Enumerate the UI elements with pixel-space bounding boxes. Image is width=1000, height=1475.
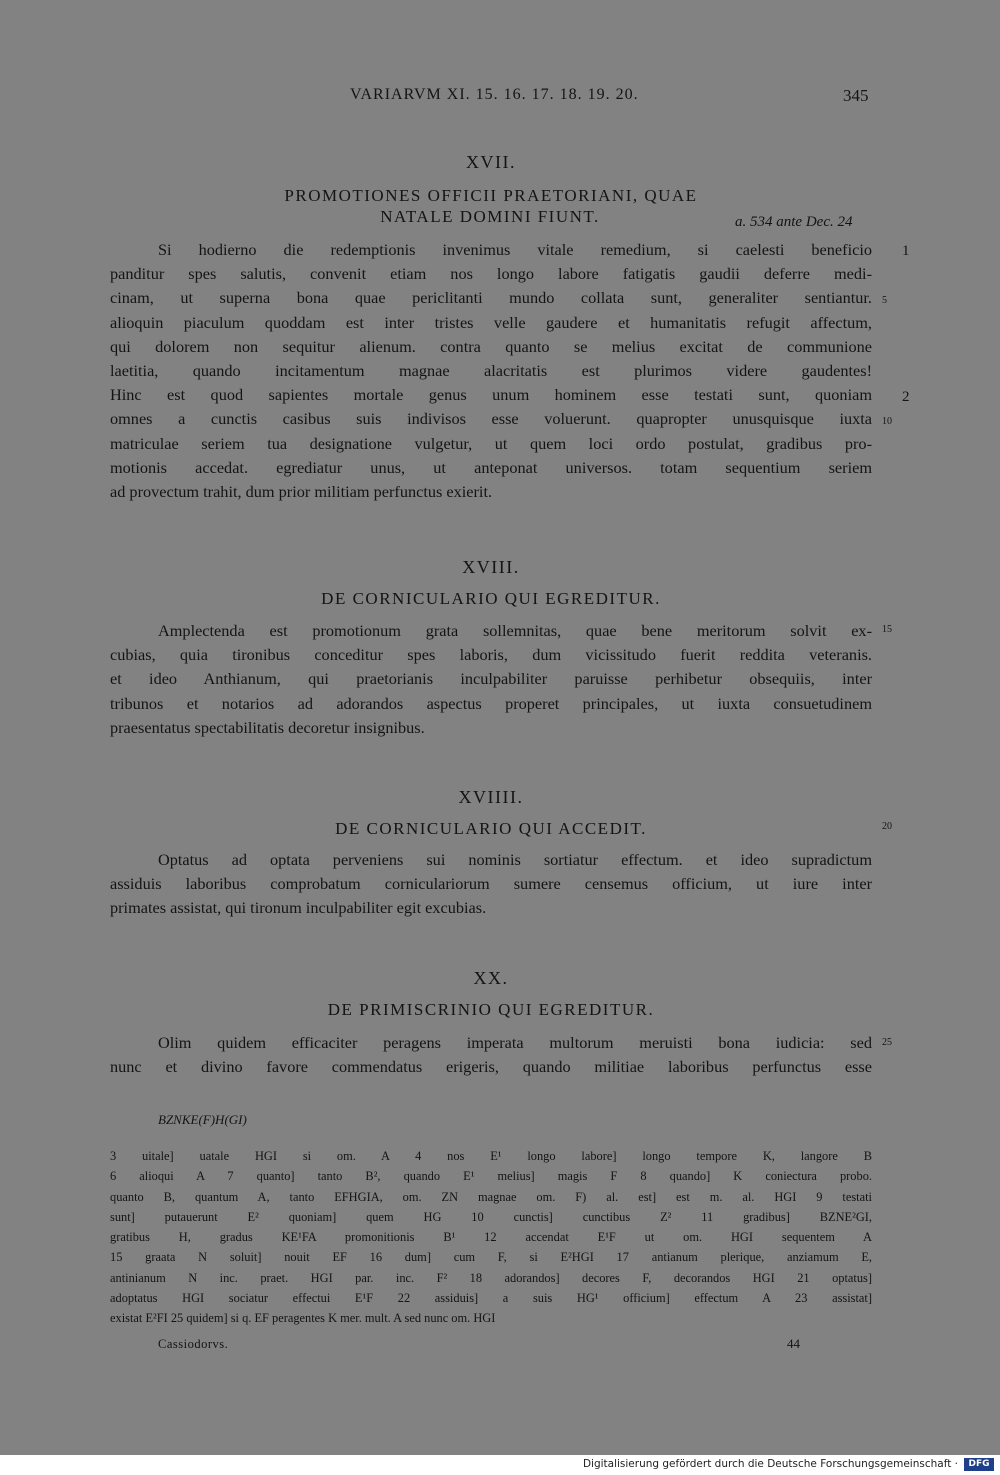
letter-body-xx (110, 1031, 872, 1079)
apparatus-sigla: BZNKE(F)H(GI) (158, 1112, 247, 1127)
section-number-1: 1 (902, 243, 910, 259)
dfg-logo-icon: DFG (964, 1458, 994, 1471)
letter-title-xviii: DE CORNICULARIO QUI EGREDITUR. (321, 589, 661, 608)
text-line: cubias, quia tironibus conceditur spes laboris, dum vicissitudo fuerit reddita veteranis. (110, 645, 872, 665)
page-number: 345 (843, 86, 869, 105)
running-head: VARIARVM XI. 15. 16. 17. 18. 19. 20. (350, 86, 639, 103)
letter-title-xvii-line2: NATALE DOMINI FIUNT. (380, 207, 600, 226)
text-line: Hinc est quod sapientes mortale genus unum hominem esse testati sunt, quoniam (110, 385, 872, 405)
text-line: Optatus ad optata perveniens sui nominis sortiatur effectum. et ideo supradictum (158, 850, 872, 869)
apparatus-line: antinianum N inc. praet. HGI par. inc. F² 18 adorandos] decores F, decorandos HGI 21 optatus] (110, 1270, 872, 1285)
text-line: qui dolorem non sequitur alienum. contra quanto se melius excitat de communione (110, 336, 872, 356)
text-line: omnes a cunctis casibus suis indivisos esse voluerunt. quapropter unusquisque iuxta (110, 409, 872, 429)
text-line: et ideo Anthianum, qui praetorianis inculpabiliter paruisse perhibetur obsequiis, inter (110, 669, 872, 689)
apparatus-line: 6 alioqui A 7 quanto] tanto B², quando E¹ melius] magis F 8 quando] K coniectura probo. (110, 1169, 872, 1184)
line-number-20: 20 (882, 821, 892, 832)
line-number-15: 15 (882, 624, 892, 635)
letter-body-xvii (110, 238, 872, 504)
line-number-25: 25 (882, 1037, 892, 1048)
text-line: nunc et divino favore commendatus erigeris, quando militiae laboribus perfunctus esse (110, 1057, 872, 1077)
critical-apparatus (110, 1146, 872, 1329)
signature-mark: Cassiodorvs. (158, 1337, 229, 1351)
text-line: Si hodierno die redemptionis invenimus vitale remedium, si caelesti beneficio (158, 240, 872, 259)
letter-number-xx: XX. (473, 968, 509, 988)
letter-title-xvii-line1: PROMOTIONES OFFICII PRAETORIANI, QUAE (284, 186, 698, 205)
text-line: Olim quidem efficaciter peragens imperata multorum meruisti bona iudicia: sed (158, 1033, 872, 1052)
text-line: cinam, ut superna bona quae periclitanti mundo collata sunt, generaliter sentiantur. (110, 288, 872, 308)
funding-notice-bar (0, 1455, 1000, 1475)
text-line: praesentatus spectabilitatis decoretur insignibus. (110, 717, 425, 737)
text-line: motionis accedat. egrediatur unus, ut anteponat universos. totam sequentium seriem (110, 457, 872, 477)
apparatus-line: 3 uitale] uatale HGI si om. A 4 nos E¹ longo labore] longo tempore K, langore B (110, 1149, 872, 1163)
apparatus-line: gratibus H, gradus KE¹FA promonitionis B¹ 12 accendat E¹F ut om. HGI sequentem A (110, 1230, 872, 1245)
funding-notice: Digitalisierung gefördert durch die Deutsche Forschungsgemeinschaft · (582, 1458, 958, 1470)
letter-date: a. 534 ante Dec. 24 (735, 214, 853, 230)
text-line: panditur spes salutis, convenit etiam nos longo labore fatigatis gaudii deferre medi- (110, 264, 872, 284)
text-line: matriculae seriem tua designatione vulgetur, ut quem loci ordo postulat, gradibus pro- (110, 433, 872, 453)
section-number-2: 2 (902, 389, 910, 405)
text-line: tribunos et notarios ad adorandos aspectus properet principales, ut iuxta consuetudinem (110, 693, 872, 713)
text-line: ad provectum trahit, dum prior militiam perfunctus exierit. (110, 482, 493, 502)
text-line: laetitia, quando incitamentum magnae alacritatis est plurimos videre gaudentes! (110, 361, 872, 381)
apparatus-line: 15 graata N soluit] nouit EF 16 dum] cum F, si E²HGI 17 antianum plerique, anziamum E, (110, 1250, 872, 1265)
letter-body-xviiii (110, 848, 872, 921)
apparatus-line: adoptatus HGI sociatur effectui E¹F 22 assiduis] a suis HG¹ officium] effectum A 23 assistat] (110, 1291, 872, 1306)
line-number-5: 5 (882, 295, 887, 306)
text-line: Amplectenda est promotionum grata sollemnitas, quae bene meritorum solvit ex- (158, 621, 872, 640)
apparatus-line: sunt] putauerunt E² quoniam] quem HG 10 cunctis] cunctibus Z² 11 gradibus] BZNE²GI, (110, 1209, 872, 1224)
letter-number-xviiii: XVIIII. (458, 787, 524, 807)
letter-number-xvii: XVII. (466, 152, 516, 172)
letter-title-xviiii: DE CORNICULARIO QUI ACCEDIT. (335, 819, 647, 838)
letter-title-xx: DE PRIMISCRINIO QUI EGREDITUR. (327, 1000, 655, 1019)
apparatus-line: existat E²FI 25 quidem] si q. EF peragentes K mer. mult. A sed nunc om. HGI (110, 1311, 496, 1326)
letter-number-xviii: XVIII. (462, 557, 520, 577)
line-number-10: 10 (882, 416, 892, 427)
letter-body-xviii (110, 619, 872, 740)
text-line: primates assistat, qui tironum inculpabiliter egit excubias. (110, 898, 487, 918)
text-line: alioquin piaculum quoddam est inter tristes velle gaudere et humanitatis refugit affectum, (110, 312, 872, 332)
sheet-number: 44 (787, 1336, 800, 1351)
apparatus-line: quanto B, quantum A, tanto EFHGIA, om. ZN magnae om. F) al. est] est m. al. HGI 9 testati (110, 1189, 872, 1204)
text-line: assiduis laboribus comprobatum corniculariorum sumere censemus officium, ut iure inter (110, 874, 872, 894)
